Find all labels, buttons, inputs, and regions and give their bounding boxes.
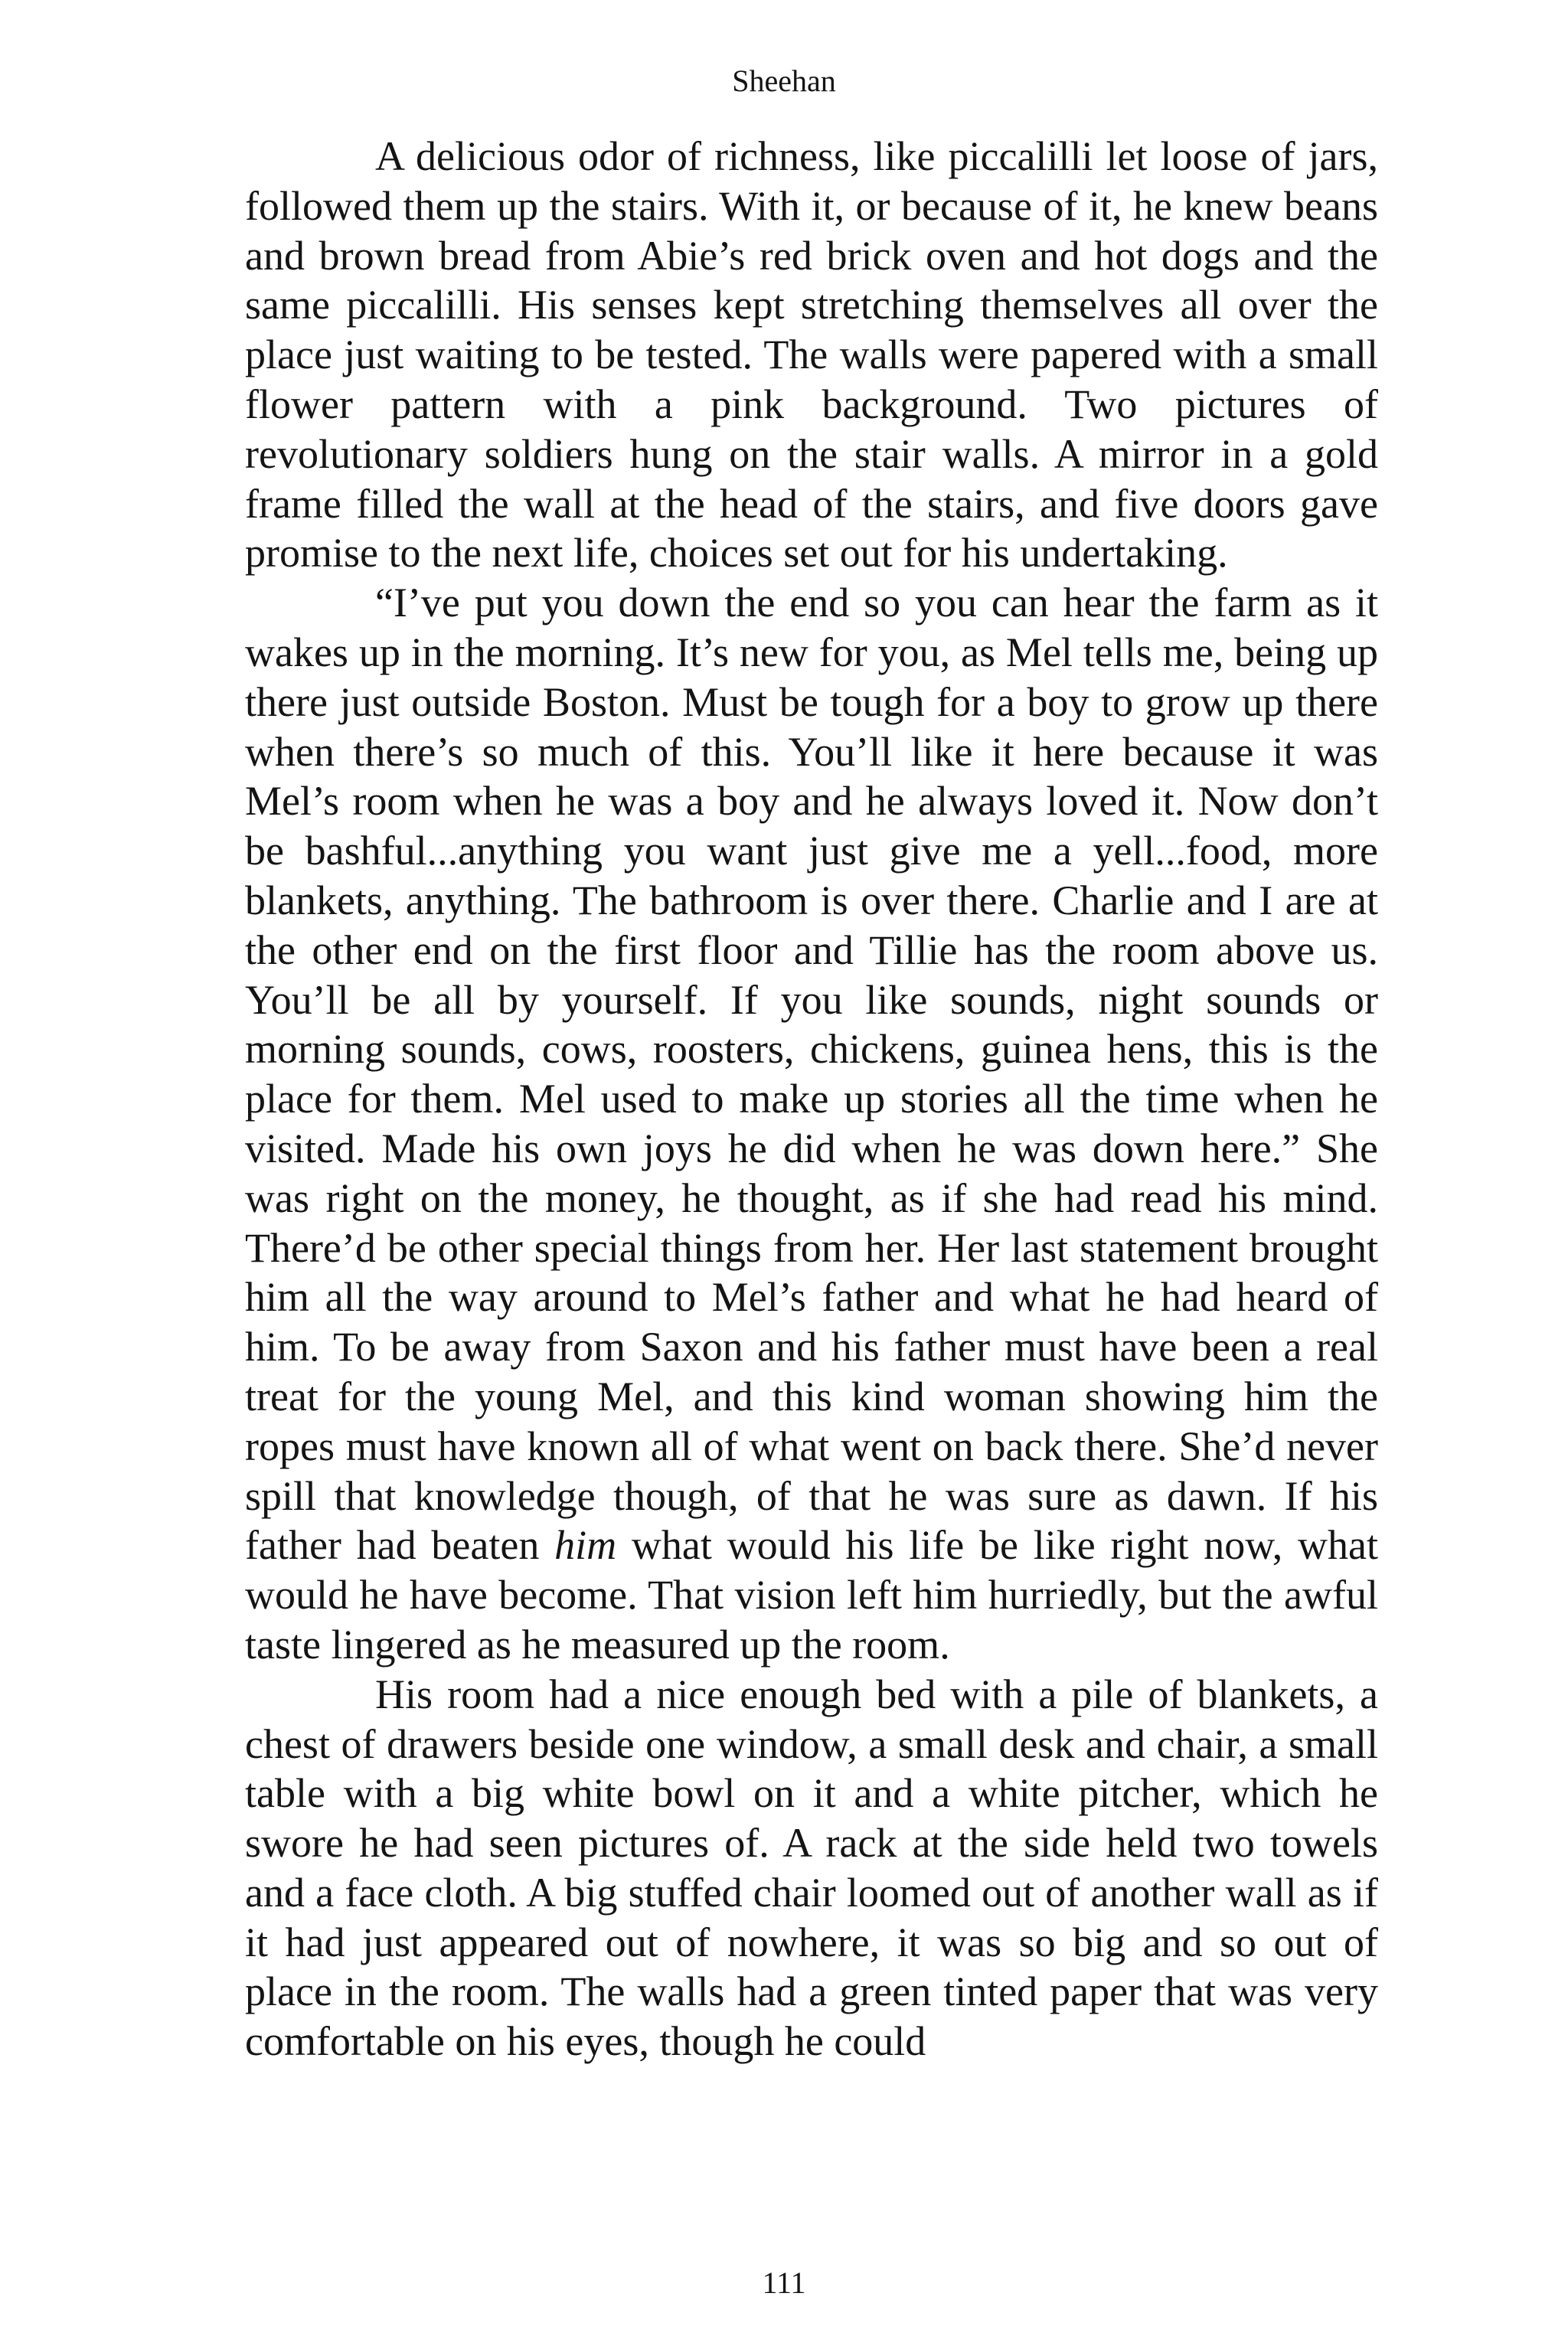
page-number: 111 [762, 2265, 806, 2300]
paragraph-2-part-1: “I’ve put you down the end so you can hear the farm as it wakes up in the morning. It’s new for you, as Mel tells me, being up there just outside Boston. Must be tough for a boy to grow up there when there’s so much of this. You’ll like it here because it was Mel’s room when he was a boy and he always loved it. Now don’t be bashful...anything you want just give me a yell...food, more blankets, anything. The bathroom is over there. Charlie and I are at the other end on the first floor and Tillie has the room above us. You’ll be all by yourself. If you like sounds, night sounds or morning sounds, cows, roosters, chickens, guinea hens, this is the place for them. Mel used to make up stories all the time when he visited. Made his own joys he did when he was down here.” She was right on the money, he thought, as if she had read his mind. There’d be other special things from her. Her last statement brought him all the way around to Mel’s father and what he had heard of him. To be away from Saxon and his father must have been a real treat for the young Mel, and this kind woman showing him the ropes must have known all of what went on back there. She’d never spill that knowledge though, of that he was sure as dawn. If his father had beaten [245, 580, 1378, 1569]
paragraph-1: A delicious odor of richness, like piccalilli let loose of jars, followed them up the stairs. With it, or because of it, he knew beans and brown bread from Abie’s red brick oven and hot dogs and the same piccalilli. His senses kept stretching themselves all over the place just waiting to be tested. The walls were papered with a small flower pattern with a pink background. Two pictures of revolutionary soldiers hung on the stair walls. A mirror in a gold frame filled the wall at the head of the stairs, and five doors gave promise to the next life, choices set out for his undertaking. [245, 133, 1378, 577]
paragraph-2 [245, 578, 1378, 1670]
paragraph-2-part-2: what would his life be like right now, what would he have become. That vision left him hurriedly, but the awful taste lingered as he measured up the room. [245, 1522, 1378, 1668]
italic-word: him [554, 1522, 617, 1569]
body-text [245, 132, 1378, 2066]
paragraph-3: His room had a nice enough bed with a pile of blankets, a chest of drawers beside one window, a small desk and chair, a small table with a big white bowl on it and a white pitcher, which he swore he had seen pictures of. A rack at the side held two towels and a face cloth. A big stuffed chair loomed out of another wall as if it had just appeared out of nowhere, it was so big and so out of place in the room. The walls had a green tinted paper that was very comfortable on his eyes, though he could [245, 1671, 1378, 2065]
running-head: Sheehan [732, 64, 836, 98]
